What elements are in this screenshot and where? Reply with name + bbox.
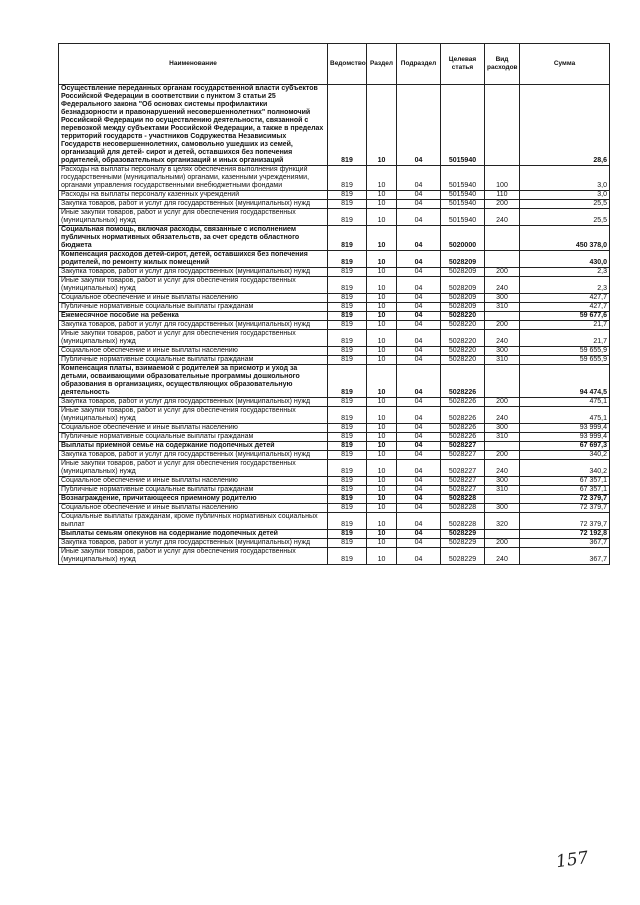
header-ved: Ведомство: [328, 44, 367, 85]
cell-celevaya: 5028220: [441, 347, 485, 356]
cell-ved: 819: [328, 268, 367, 277]
cell-celevaya: 5015940: [441, 200, 485, 209]
cell-name: Социальное обеспечение и иные выплаты населению: [59, 504, 328, 513]
cell-podrazdel: 04: [397, 548, 441, 565]
cell-name: Социальное обеспечение и иные выплаты населению: [59, 477, 328, 486]
cell-summa: 59 677,6: [520, 312, 610, 321]
cell-summa: 72 379,7: [520, 513, 610, 530]
cell-podrazdel: 04: [397, 451, 441, 460]
cell-summa: 67 697,3: [520, 442, 610, 451]
cell-vid: 110: [485, 191, 520, 200]
cell-celevaya: 5028228: [441, 495, 485, 504]
cell-name: Иные закупки товаров, работ и услуг для обеспечения государственных (муниципальных) нужд: [59, 277, 328, 294]
table-row: [59, 504, 610, 513]
cell-razdel: 10: [367, 495, 397, 504]
cell-podrazdel: 04: [397, 495, 441, 504]
cell-podrazdel: 04: [397, 166, 441, 191]
cell-podrazdel: 04: [397, 424, 441, 433]
cell-podrazdel: 04: [397, 477, 441, 486]
cell-summa: 72 192,8: [520, 530, 610, 539]
cell-razdel: 10: [367, 486, 397, 495]
cell-vid: 310: [485, 486, 520, 495]
table-row: [59, 398, 610, 407]
cell-podrazdel: 04: [397, 312, 441, 321]
cell-ved: 819: [328, 191, 367, 200]
cell-podrazdel: 04: [397, 303, 441, 312]
cell-vid: 100: [485, 166, 520, 191]
cell-summa: 427,7: [520, 294, 610, 303]
cell-name: Иные закупки товаров, работ и услуг для обеспечения государственных (муниципальных) нужд: [59, 330, 328, 347]
cell-podrazdel: 04: [397, 504, 441, 513]
cell-name: Закупка товаров, работ и услуг для государственных (муниципальных) нужд: [59, 268, 328, 277]
cell-vid: [485, 495, 520, 504]
cell-ved: 819: [328, 513, 367, 530]
cell-name: Закупка товаров, работ и услуг для государственных (муниципальных) нужд: [59, 321, 328, 330]
cell-ved: 819: [328, 495, 367, 504]
table-row: [59, 277, 610, 294]
cell-podrazdel: 04: [397, 85, 441, 166]
table-row: [59, 166, 610, 191]
cell-razdel: 10: [367, 442, 397, 451]
cell-celevaya: 5028227: [441, 486, 485, 495]
table-row: [59, 460, 610, 477]
table-row: [59, 200, 610, 209]
cell-razdel: 10: [367, 460, 397, 477]
cell-vid: 240: [485, 330, 520, 347]
cell-celevaya: 5028227: [441, 477, 485, 486]
cell-razdel: 10: [367, 200, 397, 209]
table-row: [59, 303, 610, 312]
cell-celevaya: 5028227: [441, 442, 485, 451]
table-row: [59, 486, 610, 495]
table-row: [59, 85, 610, 166]
cell-name: Закупка товаров, работ и услуг для государственных (муниципальных) нужд: [59, 539, 328, 548]
cell-ved: 819: [328, 548, 367, 565]
cell-ved: 819: [328, 486, 367, 495]
table-row: [59, 365, 610, 398]
table-row: [59, 209, 610, 226]
cell-ved: 819: [328, 460, 367, 477]
cell-celevaya: 5028227: [441, 460, 485, 477]
table-row: [59, 268, 610, 277]
cell-summa: 21,7: [520, 321, 610, 330]
cell-razdel: 10: [367, 530, 397, 539]
cell-razdel: 10: [367, 513, 397, 530]
cell-podrazdel: 04: [397, 277, 441, 294]
cell-razdel: 10: [367, 191, 397, 200]
cell-podrazdel: 04: [397, 251, 441, 268]
cell-summa: 427,7: [520, 303, 610, 312]
cell-summa: 475,1: [520, 407, 610, 424]
cell-ved: 819: [328, 277, 367, 294]
table-row: [59, 407, 610, 424]
cell-name: Закупка товаров, работ и услуг для государственных (муниципальных) нужд: [59, 398, 328, 407]
table-row: [59, 539, 610, 548]
cell-vid: 240: [485, 548, 520, 565]
cell-celevaya: 5015940: [441, 209, 485, 226]
cell-summa: 2,3: [520, 268, 610, 277]
cell-name: Социальные выплаты гражданам, кроме публичных нормативных социальных выплат: [59, 513, 328, 530]
cell-vid: [485, 442, 520, 451]
cell-podrazdel: 04: [397, 321, 441, 330]
cell-ved: 819: [328, 407, 367, 424]
cell-vid: 200: [485, 321, 520, 330]
table-row: [59, 513, 610, 530]
cell-name: Закупка товаров, работ и услуг для государственных (муниципальных) нужд: [59, 200, 328, 209]
cell-podrazdel: 04: [397, 191, 441, 200]
cell-summa: 72 379,7: [520, 495, 610, 504]
cell-name: Публичные нормативные социальные выплаты гражданам: [59, 303, 328, 312]
cell-summa: 93 999,4: [520, 433, 610, 442]
cell-summa: 28,6: [520, 85, 610, 166]
cell-razdel: 10: [367, 356, 397, 365]
cell-summa: 21,7: [520, 330, 610, 347]
cell-summa: 475,1: [520, 398, 610, 407]
cell-ved: 819: [328, 200, 367, 209]
cell-podrazdel: 04: [397, 226, 441, 251]
cell-vid: 200: [485, 268, 520, 277]
cell-ved: 819: [328, 294, 367, 303]
cell-celevaya: 5028220: [441, 312, 485, 321]
cell-podrazdel: 04: [397, 433, 441, 442]
cell-name: Расходы на выплаты персоналу казенных учреждений: [59, 191, 328, 200]
cell-summa: 67 357,1: [520, 486, 610, 495]
cell-vid: 300: [485, 347, 520, 356]
cell-summa: 94 474,5: [520, 365, 610, 398]
cell-summa: 25,5: [520, 200, 610, 209]
cell-razdel: 10: [367, 433, 397, 442]
cell-ved: 819: [328, 226, 367, 251]
cell-razdel: 10: [367, 226, 397, 251]
cell-podrazdel: 04: [397, 294, 441, 303]
table-row: [59, 191, 610, 200]
cell-podrazdel: 04: [397, 365, 441, 398]
cell-vid: [485, 251, 520, 268]
cell-name: Ежемесячное пособие на ребенка: [59, 312, 328, 321]
cell-celevaya: 5028220: [441, 356, 485, 365]
cell-razdel: 10: [367, 407, 397, 424]
cell-vid: 240: [485, 407, 520, 424]
table-row: [59, 530, 610, 539]
cell-summa: 93 999,4: [520, 424, 610, 433]
header-celevaya: Целевая статья: [441, 44, 485, 85]
cell-razdel: 10: [367, 548, 397, 565]
cell-ved: 819: [328, 477, 367, 486]
cell-vid: [485, 226, 520, 251]
cell-name: Иные закупки товаров, работ и услуг для обеспечения государственных (муниципальных) нужд: [59, 209, 328, 226]
table-row: [59, 321, 610, 330]
cell-vid: 320: [485, 513, 520, 530]
cell-podrazdel: 04: [397, 513, 441, 530]
cell-summa: 25,5: [520, 209, 610, 226]
cell-name: Компенсация расходов детей-сирот, детей, оставшихся без попечения родителей, по ремонту жилых помещений: [59, 251, 328, 268]
cell-vid: 300: [485, 477, 520, 486]
header-summa: Сумма: [520, 44, 610, 85]
cell-celevaya: 5028226: [441, 433, 485, 442]
cell-razdel: 10: [367, 321, 397, 330]
cell-ved: 819: [328, 166, 367, 191]
header-podrazdel: Подраздел: [397, 44, 441, 85]
cell-celevaya: 5028229: [441, 548, 485, 565]
cell-vid: 310: [485, 433, 520, 442]
cell-celevaya: 5028226: [441, 365, 485, 398]
table-row: [59, 226, 610, 251]
cell-vid: [485, 85, 520, 166]
page-number: 157: [554, 847, 590, 873]
cell-celevaya: 5028220: [441, 321, 485, 330]
cell-celevaya: 5028226: [441, 398, 485, 407]
cell-razdel: 10: [367, 424, 397, 433]
cell-vid: 310: [485, 356, 520, 365]
cell-name: Закупка товаров, работ и услуг для государственных (муниципальных) нужд: [59, 451, 328, 460]
table-row: [59, 424, 610, 433]
table-row: [59, 477, 610, 486]
cell-podrazdel: 04: [397, 460, 441, 477]
table-row: [59, 294, 610, 303]
cell-name: Иные закупки товаров, работ и услуг для обеспечения государственных (муниципальных) нужд: [59, 407, 328, 424]
cell-name: Социальное обеспечение и иные выплаты населению: [59, 294, 328, 303]
cell-celevaya: 5028209: [441, 277, 485, 294]
cell-name: Осуществление переданных органам государственной власти субъектов Российской Федерации в соответствии с пунктом 3 статьи 25 Федерального закона "Об основах системы профилактики безнадзорности и правонарушений несовершеннолетних" полномочий Российской Федерации по осуществлению деятельности, связанной с перевозкой между субъектами Российской Федерации, а также в пределах территорий государств - участников Содружества Независимых Государств несовершеннолетних, самовольно ушедших из семей, организаций для детей- сирот и детей, оставшихся без попечения родителей, образовательных организаций и иных организаций: [59, 85, 328, 166]
cell-vid: [485, 530, 520, 539]
cell-podrazdel: 04: [397, 209, 441, 226]
cell-celevaya: 5028228: [441, 513, 485, 530]
cell-vid: 300: [485, 294, 520, 303]
table-row: [59, 312, 610, 321]
cell-summa: 3,0: [520, 191, 610, 200]
cell-podrazdel: 04: [397, 530, 441, 539]
cell-ved: 819: [328, 365, 367, 398]
cell-name: Социальное обеспечение и иные выплаты населению: [59, 424, 328, 433]
cell-name: Выплаты семьям опекунов на содержание подопечных детей: [59, 530, 328, 539]
cell-razdel: 10: [367, 209, 397, 226]
cell-ved: 819: [328, 209, 367, 226]
cell-celevaya: 5028209: [441, 303, 485, 312]
cell-name: Публичные нормативные социальные выплаты гражданам: [59, 433, 328, 442]
header-vid: Вид расходов: [485, 44, 520, 85]
cell-name: Компенсация платы, взимаемой с родителей за присмотр и уход за детьми, осваивающими образовательные программы дошкольного образования в организациях, осуществляющих образовательную деятельность: [59, 365, 328, 398]
cell-ved: 819: [328, 398, 367, 407]
cell-celevaya: 5028209: [441, 294, 485, 303]
cell-celevaya: 5020000: [441, 226, 485, 251]
cell-ved: 819: [328, 504, 367, 513]
cell-ved: 819: [328, 539, 367, 548]
cell-ved: 819: [328, 321, 367, 330]
cell-vid: 300: [485, 424, 520, 433]
header-name: Наименование: [59, 44, 328, 85]
header-razdel: Раздел: [367, 44, 397, 85]
table-row: [59, 356, 610, 365]
cell-ved: 819: [328, 312, 367, 321]
cell-razdel: 10: [367, 451, 397, 460]
cell-ved: 819: [328, 347, 367, 356]
cell-razdel: 10: [367, 166, 397, 191]
cell-name: Расходы на выплаты персоналу в целях обеспечения выполнения функций государственными (муниципальными) органами, казенными учреждениями, органами управления государственными внебюджетными фондами: [59, 166, 328, 191]
cell-vid: 200: [485, 539, 520, 548]
cell-podrazdel: 04: [397, 486, 441, 495]
cell-celevaya: 5028228: [441, 504, 485, 513]
cell-celevaya: 5015940: [441, 166, 485, 191]
cell-celevaya: 5015940: [441, 191, 485, 200]
cell-podrazdel: 04: [397, 200, 441, 209]
cell-ved: 819: [328, 424, 367, 433]
cell-summa: 450 378,0: [520, 226, 610, 251]
cell-celevaya: 5028229: [441, 539, 485, 548]
cell-podrazdel: 04: [397, 539, 441, 548]
cell-razdel: 10: [367, 303, 397, 312]
cell-vid: 300: [485, 504, 520, 513]
cell-name: Иные закупки товаров, работ и услуг для обеспечения государственных (муниципальных) нужд: [59, 548, 328, 565]
cell-celevaya: 5015940: [441, 85, 485, 166]
cell-vid: [485, 365, 520, 398]
cell-razdel: 10: [367, 330, 397, 347]
cell-vid: [485, 312, 520, 321]
cell-summa: 340,2: [520, 460, 610, 477]
cell-summa: 340,2: [520, 451, 610, 460]
cell-razdel: 10: [367, 365, 397, 398]
cell-razdel: 10: [367, 251, 397, 268]
cell-vid: 240: [485, 460, 520, 477]
cell-vid: 310: [485, 303, 520, 312]
cell-razdel: 10: [367, 277, 397, 294]
cell-podrazdel: 04: [397, 330, 441, 347]
cell-vid: 240: [485, 209, 520, 226]
cell-summa: 367,7: [520, 548, 610, 565]
cell-podrazdel: 04: [397, 398, 441, 407]
table-header-row: [59, 44, 610, 85]
cell-razdel: 10: [367, 477, 397, 486]
cell-vid: 200: [485, 398, 520, 407]
cell-razdel: 10: [367, 347, 397, 356]
cell-summa: 430,0: [520, 251, 610, 268]
table-row: [59, 548, 610, 565]
cell-vid: 240: [485, 277, 520, 294]
cell-razdel: 10: [367, 85, 397, 166]
cell-summa: 72 379,7: [520, 504, 610, 513]
cell-celevaya: 5028226: [441, 424, 485, 433]
cell-ved: 819: [328, 330, 367, 347]
cell-ved: 819: [328, 356, 367, 365]
cell-ved: 819: [328, 303, 367, 312]
cell-ved: 819: [328, 530, 367, 539]
cell-razdel: 10: [367, 312, 397, 321]
cell-podrazdel: 04: [397, 356, 441, 365]
budget-table: [58, 43, 610, 565]
cell-name: Выплаты приемной семье на содержание подопечных детей: [59, 442, 328, 451]
table-row: [59, 442, 610, 451]
table-row: [59, 495, 610, 504]
cell-summa: 59 655,9: [520, 356, 610, 365]
cell-name: Публичные нормативные социальные выплаты гражданам: [59, 356, 328, 365]
cell-name: Иные закупки товаров, работ и услуг для обеспечения государственных (муниципальных) нужд: [59, 460, 328, 477]
table-row: [59, 451, 610, 460]
table-body: [59, 85, 610, 565]
cell-name: Социальное обеспечение и иные выплаты населению: [59, 347, 328, 356]
cell-summa: 2,3: [520, 277, 610, 294]
cell-razdel: 10: [367, 294, 397, 303]
cell-celevaya: 5028220: [441, 330, 485, 347]
cell-name: Публичные нормативные социальные выплаты гражданам: [59, 486, 328, 495]
cell-razdel: 10: [367, 268, 397, 277]
cell-name: Вознаграждение, причитающееся приемному родителю: [59, 495, 328, 504]
cell-vid: 200: [485, 451, 520, 460]
cell-ved: 819: [328, 85, 367, 166]
cell-name: Социальная помощь, включая расходы, связанные с исполнением публичных нормативных обязательств, за счет средств областного бюджета: [59, 226, 328, 251]
cell-ved: 819: [328, 433, 367, 442]
cell-summa: 3,0: [520, 166, 610, 191]
table-row: [59, 251, 610, 268]
cell-celevaya: 5028229: [441, 530, 485, 539]
cell-podrazdel: 04: [397, 268, 441, 277]
cell-ved: 819: [328, 451, 367, 460]
cell-ved: 819: [328, 442, 367, 451]
cell-razdel: 10: [367, 539, 397, 548]
cell-podrazdel: 04: [397, 442, 441, 451]
cell-summa: 59 655,9: [520, 347, 610, 356]
cell-ved: 819: [328, 251, 367, 268]
cell-celevaya: 5028227: [441, 451, 485, 460]
cell-vid: 200: [485, 200, 520, 209]
cell-razdel: 10: [367, 398, 397, 407]
cell-celevaya: 5028209: [441, 268, 485, 277]
cell-summa: 67 357,1: [520, 477, 610, 486]
table-row: [59, 433, 610, 442]
cell-podrazdel: 04: [397, 347, 441, 356]
cell-celevaya: 5028209: [441, 251, 485, 268]
cell-razdel: 10: [367, 504, 397, 513]
table-row: [59, 330, 610, 347]
cell-podrazdel: 04: [397, 407, 441, 424]
cell-summa: 367,7: [520, 539, 610, 548]
table-row: [59, 347, 610, 356]
cell-celevaya: 5028226: [441, 407, 485, 424]
